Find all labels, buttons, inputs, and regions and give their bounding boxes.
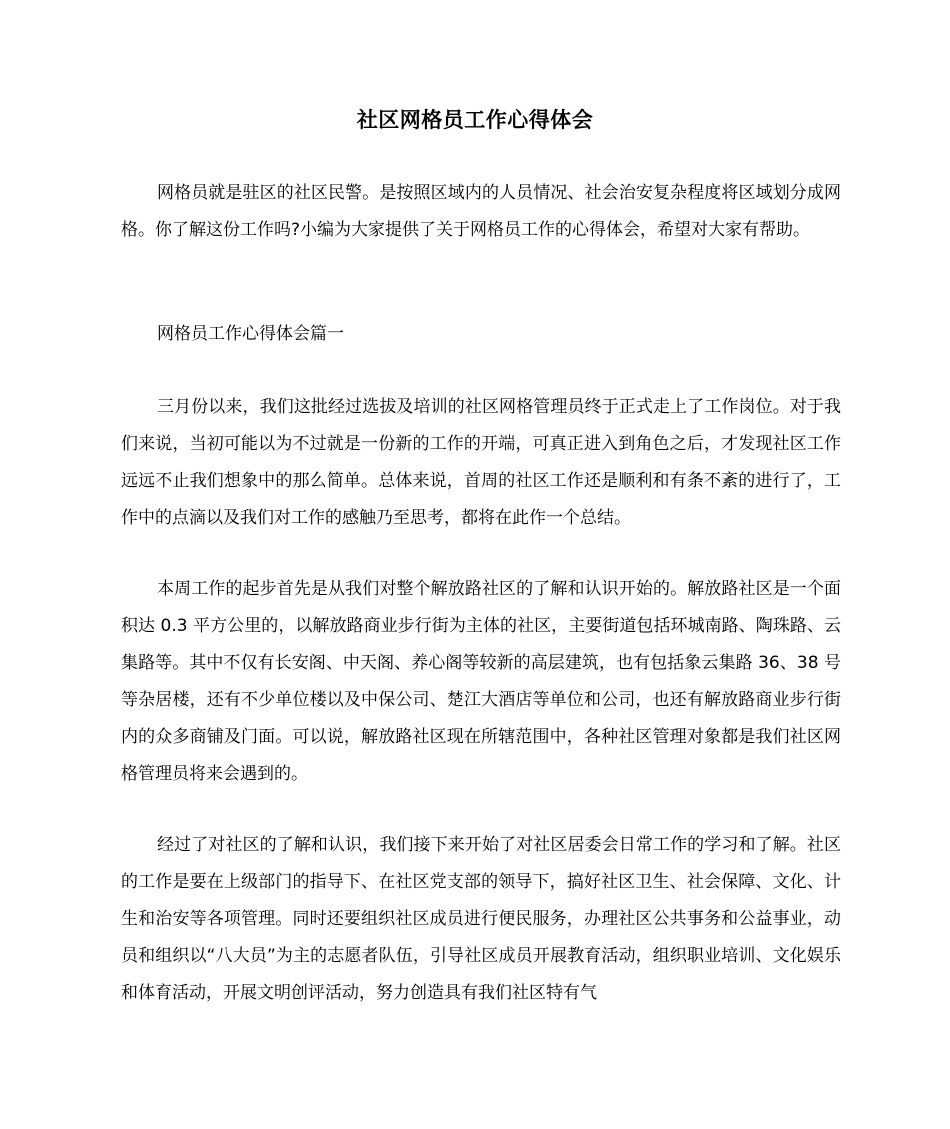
body-paragraph-2: 本周工作的起步首先是从我们对整个解放路社区的了解和认识开始的。解放路社区是一个面积达 0.3 平方公里的，以解放路商业步行街为主体的社区，主要街道包括环城南路、陶珠路、云集路等。其中不仅有长安阁、中天阁、养心阁等较新的高层建筑，也有包括象云集路 36、38 号等杂居楼，还有不少单位楼以及中保公司、楚江大酒店等单位和公司，也还有解放路商业步行街内的众多商铺及门面。可以说，解放路社区现在所辖范围中，各种社区管理对象都是我们社区网格管理员将来会遇到的。 <box>121 579 841 784</box>
document-title: 社区网格员工作心得体会 <box>356 108 594 133</box>
section-heading: 网格员工作心得体会篇一 <box>157 324 344 344</box>
body-paragraph-1: 三月份以来，我们这批经过选拔及培训的社区网格管理员终于正式走上了工作岗位。对于我们来说，当初可能以为不过就是一份新的工作的开端，可真正进入到角色之后，才发现社区工作远远不止我们想象中的那么简单。总体来说，首周的社区工作还是顺利和有条不紊的进行了，工作中的点滴以及我们对工作的感触乃至思考，都将在此作一个总结。 <box>121 397 841 528</box>
body-paragraph-3: 经过了对社区的了解和认识，我们接下来开始了对社区居委会日常工作的学习和了解。社区的工作是要在上级部门的指导下、在社区党支部的领导下，搞好社区卫生、社会保障、文化、计生和治安等各项管理。同时还要组织社区成员进行便民服务，办理社区公共事务和公益事业，动员和组织以“八大员”为主的志愿者队伍，引导社区成员开展教育活动，组织职业培训、文化娱乐和体育活动，开展文明创评活动，努力创造具有我们社区特有气 <box>121 835 841 1003</box>
intro-paragraph: 网格员就是驻区的社区民警。是按照区域内的人员情况、社会治安复杂程度将区域划分成网格。你了解这份工作吗?小编为大家提供了关于网格员工作的心得体会，希望对大家有帮助。 <box>121 183 841 240</box>
